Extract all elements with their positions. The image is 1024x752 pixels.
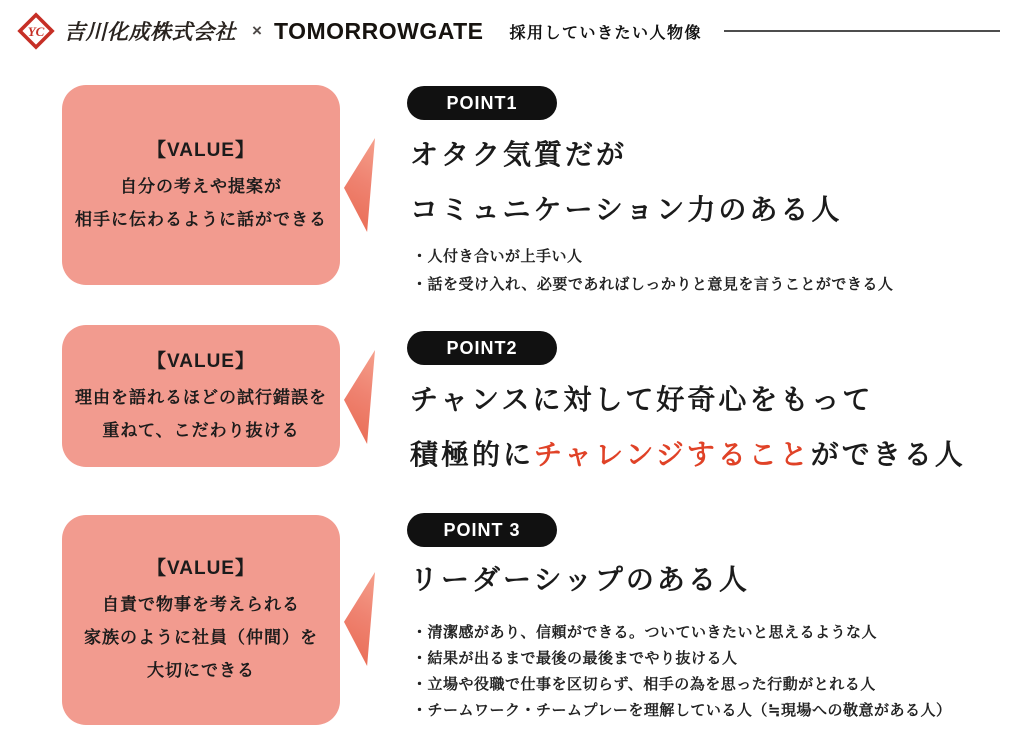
bullet-item: ・人付き合いが上手い人 — [412, 248, 583, 265]
value-line: 理由を語れるほどの試行錯誤を — [75, 387, 327, 407]
heading-segment: ができる人 — [810, 439, 966, 470]
cross-separator-icon: × — [252, 21, 262, 40]
arrow-left-icon — [344, 138, 377, 232]
company-logo-icon — [16, 11, 56, 51]
value-box-2 — [62, 325, 340, 467]
point1-bullets — [412, 243, 893, 299]
page-title: 採用していきたい人物像 — [509, 24, 703, 42]
heading-line: リーダーシップのある人 — [410, 564, 750, 595]
heading-segment: 積極的に — [410, 439, 535, 470]
heading-segment-accent: チャレンジすること — [534, 439, 811, 470]
arrow-left-icon — [344, 350, 377, 444]
logo-monogram: YC — [27, 24, 45, 39]
point2-badge: POINT2 — [407, 331, 557, 365]
value-line: 自分の考えや提案が — [120, 176, 282, 196]
value-box-3 — [62, 515, 340, 725]
heading-line: オタク気質だが — [410, 139, 628, 170]
bullet-item: ・立場や役職で仕事を区切らず、相手の為を思った行動がとれる人 — [412, 676, 876, 693]
value-line: 重ねて、こだわり抜ける — [102, 420, 300, 440]
point1-heading — [410, 127, 842, 237]
point3-bullets — [412, 620, 951, 724]
value-line: 大切にできる — [147, 661, 255, 680]
heading-line: コミュニケーション力のある人 — [410, 194, 843, 225]
value-title: 【VALUE】 — [147, 350, 255, 372]
header — [16, 8, 1000, 54]
arrow-left-icon — [344, 572, 377, 666]
bullet-item: ・話を受け入れ、必要であればしっかりと意見を言うことができる人 — [412, 276, 894, 293]
bullet-item: ・チームワーク・チームプレーを理解している人（≒現場への敬意がある人） — [412, 702, 952, 719]
bullet-item: ・結果が出るまで最後の最後までやり抜ける人 — [412, 650, 738, 667]
value-line: 家族のように社員（仲間）を — [84, 628, 318, 647]
company-name: 吉川化成株式会社 — [64, 21, 236, 44]
heading-line — [410, 427, 966, 482]
bullet-item: ・清潔感があり、信頼ができる。ついていきたいと思えるような人 — [412, 624, 878, 641]
value-title: 【VALUE】 — [147, 558, 255, 579]
point2-heading — [410, 372, 966, 482]
heading-line: チャンスに対して好奇心をもって — [410, 384, 874, 415]
value-line: 相手に伝わるように話ができる — [75, 209, 327, 229]
point3-badge: POINT 3 — [407, 513, 557, 547]
point1-badge: POINT1 — [407, 86, 557, 120]
header-rule — [724, 30, 1000, 32]
partner-name: TOMORROWGATE — [273, 17, 484, 44]
point3-heading — [410, 552, 750, 607]
value-line: 自責で物事を考えられる — [102, 595, 300, 614]
value-title: 【VALUE】 — [147, 139, 255, 161]
value-box-1 — [62, 85, 340, 285]
